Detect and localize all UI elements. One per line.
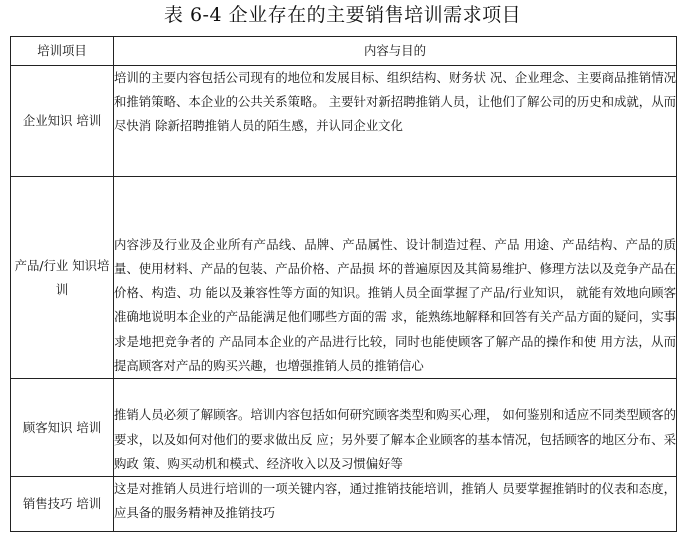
content-cell: 推销人员必须了解顾客。培训内容包括如何研究顾客类型和购买心理， 如何鉴别和适应不同类型顾客的要求，以及如何对他们的要求做出反 应；另外要了解本企业顾客的基本情况，包括顾客的地区分布、采购政 策、购买动机和模式、经济收入以及习惯偏好等	[114, 379, 677, 477]
content-cell: 培训的主要内容包括公司现有的地位和发展目标、组织结构、财务状 况、企业理念、主要商品推销情况和推销策略、本企业的公共关系策略。 主要针对新招聘推销人员，让他们了解公司的历史和成就，从而尽快消 除新招聘推销人员的陌生感，并认同企业文化	[114, 66, 677, 177]
training-item-cell: 产品/行业 知识培训	[11, 177, 114, 379]
table-row	[11, 66, 677, 177]
table-row	[11, 177, 677, 379]
table-header-row	[11, 37, 677, 66]
header-content-purpose: 内容与目的	[114, 37, 677, 66]
content-cell: 内容涉及行业及企业所有产品线、品牌、产品属性、设计制造过程、产品 用途、产品结构、产品的质量、使用材料、产品的包装、产品价格、产品损 坏的普遍原因及其简易维护、修理方法以及竞争产品在价格、构造、功 能以及兼容性等方面的知识。推销人员全面掌握了产品/行业知识， 就能有效地向顾客准确地说明本企业的产品能满足他们哪些方面的需 求，能熟练地解释和回答有关产品方面的疑问，实事求是地把竞争者的 产品同本企业的产品进行比较，同时也能使顾客了解产品的操作和使 用方法，从而提高顾客对产品的购买兴趣，也增强推销人员的推销信心	[114, 177, 677, 379]
table-title: 表 6-4 企业存在的主要销售培训需求项目	[163, 4, 522, 26]
training-item-cell: 企业知识 培训	[11, 66, 114, 177]
content-cell: 这是对推销人员进行培训的一项关键内容，通过推销技能培训，推销人 员要掌握推销时的仪表和态度，应具备的服务精神及推销技巧	[114, 477, 677, 532]
table-row	[11, 379, 677, 477]
header-training-item: 培训项目	[11, 37, 114, 66]
table-row	[11, 477, 677, 532]
training-item-cell: 销售技巧 培训	[11, 477, 114, 532]
training-needs-table	[10, 36, 677, 532]
training-item-cell: 顾客知识 培训	[11, 379, 114, 477]
